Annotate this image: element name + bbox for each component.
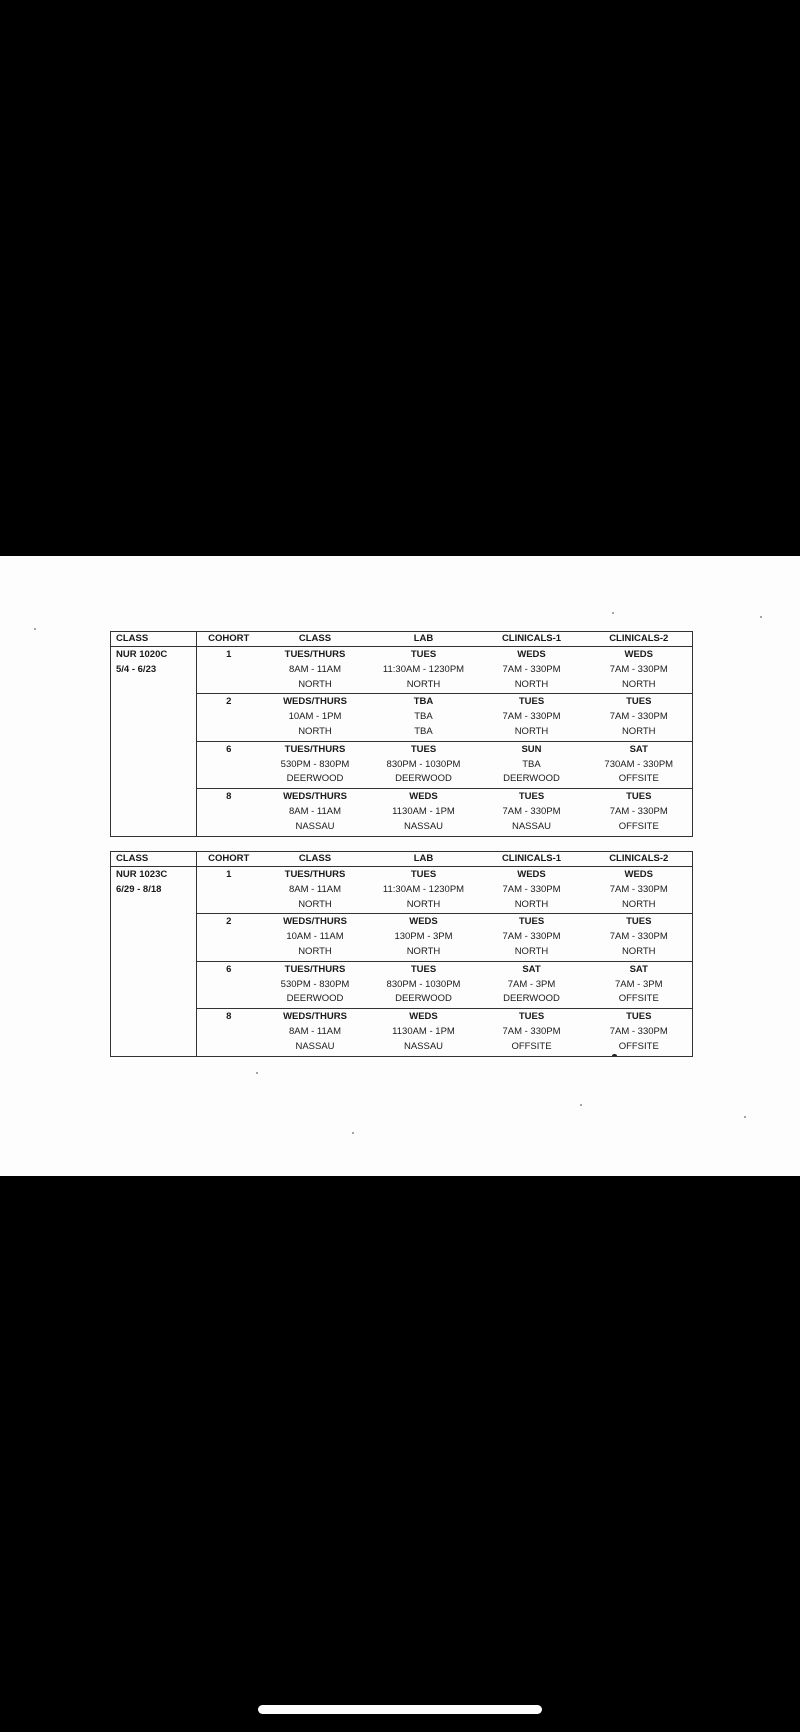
class-cell — [261, 789, 370, 836]
scan-speck — [256, 1072, 258, 1074]
header-clinicals-2: CLINICALS-2 — [586, 632, 693, 647]
location-label: NORTH — [621, 945, 656, 957]
lab-cell — [370, 961, 478, 1008]
time-label: 8AM - 11AM — [288, 1025, 342, 1037]
day-label: WEDS — [409, 1011, 438, 1023]
location-label: DEERWOOD — [286, 773, 344, 785]
day-label: WEDS — [409, 916, 438, 928]
location-label: DEERWOOD — [395, 773, 452, 785]
cohort-row — [111, 867, 693, 914]
course-dates: 5/4 - 6/23 — [116, 664, 157, 675]
lab-cell — [370, 741, 478, 788]
location-label: DEERWOOD — [503, 993, 560, 1005]
location-label: NASSAU — [403, 1040, 444, 1052]
table-header-row — [111, 852, 693, 867]
day-label: WEDS/THURS — [283, 1011, 347, 1023]
time-label: 530PM - 830PM — [280, 758, 350, 770]
day-label: WEDS/THURS — [283, 916, 347, 928]
day-label: TUES — [518, 696, 545, 708]
clinicals-1-cell — [478, 647, 586, 694]
cohort-number: 6 — [197, 741, 261, 788]
cohort-row — [111, 961, 693, 1008]
course-dates: 6/29 - 8/18 — [116, 884, 162, 895]
clinicals-1-cell — [478, 789, 586, 836]
lab-cell — [370, 914, 478, 961]
time-label: TBA — [522, 758, 541, 770]
cohort-number: 1 — [197, 647, 261, 694]
time-label: 7AM - 330PM — [609, 1025, 668, 1037]
time-label: 11:30AM - 1230PM — [382, 663, 465, 675]
header-clinicals-2: CLINICALS-2 — [586, 852, 693, 867]
time-label: 7AM - 330PM — [609, 883, 668, 895]
time-label: 1130AM - 1PM — [392, 1025, 455, 1037]
header-cohort: COHORT — [197, 632, 261, 647]
clinicals-2-cell — [586, 694, 693, 741]
day-label: WEDS — [624, 869, 653, 880]
lab-cell — [370, 867, 478, 914]
time-label: 7AM - 330PM — [609, 711, 668, 723]
scan-speck — [612, 612, 614, 614]
location-label: NASSAU — [511, 820, 552, 832]
location-label: OFFSITE — [618, 1040, 659, 1052]
header-clinicals-1: CLINICALS-1 — [478, 852, 586, 867]
cohort-row — [111, 647, 693, 694]
time-label: 7AM - 3PM — [614, 978, 663, 990]
header-clinicals-1: CLINICALS-1 — [478, 632, 586, 647]
location-label: NASSAU — [403, 820, 444, 832]
location-label: NORTH — [406, 898, 441, 910]
header-class: CLASS — [111, 632, 197, 647]
cohort-number: 2 — [197, 914, 261, 961]
day-label: TUES — [626, 791, 652, 803]
location-label: NASSAU — [295, 820, 335, 832]
time-label: 8AM - 11AM — [288, 883, 342, 895]
day-label: WEDS/THURS — [283, 791, 347, 803]
scan-speck — [744, 1116, 746, 1118]
day-label: TUES/THURS — [284, 963, 346, 975]
time-label: 7AM - 330PM — [609, 663, 668, 675]
clinicals-1-cell — [478, 1009, 586, 1056]
location-label: OFFSITE — [618, 773, 659, 785]
location-label: DEERWOOD — [286, 993, 344, 1005]
header-cohort: COHORT — [197, 852, 261, 867]
day-label: WEDS — [517, 649, 546, 660]
day-label: SAT — [629, 963, 648, 975]
location-label: NORTH — [621, 678, 656, 690]
header-lab: LAB — [370, 852, 478, 867]
class-cell — [261, 914, 370, 961]
time-label: 7AM - 330PM — [502, 931, 561, 943]
class-cell — [261, 1009, 370, 1056]
time-label: 730AM - 330PM — [604, 758, 674, 770]
day-label: TUES/THURS — [284, 649, 346, 660]
course-info — [111, 867, 197, 1057]
clinicals-2-cell — [586, 741, 693, 788]
lab-cell — [370, 647, 478, 694]
location-label: NORTH — [298, 898, 332, 910]
day-label: TUES — [518, 1011, 545, 1023]
schedule-table-1 — [110, 631, 693, 837]
lab-cell — [370, 1009, 478, 1056]
location-label: NORTH — [406, 678, 441, 690]
lab-cell — [370, 789, 478, 836]
day-label: WEDS — [624, 649, 653, 660]
time-label: 8AM - 11AM — [288, 663, 342, 675]
scan-speck — [352, 1132, 354, 1134]
scan-speck — [34, 628, 36, 630]
location-label: DEERWOOD — [503, 773, 560, 785]
clinicals-2-cell — [586, 914, 693, 961]
day-label: TUES — [410, 649, 437, 660]
time-label: 7AM - 330PM — [502, 805, 561, 817]
location-label: NORTH — [298, 945, 332, 957]
clinicals-2-cell — [586, 789, 693, 836]
header-class: CLASS — [111, 852, 197, 867]
time-label: 830PM - 1030PM — [386, 978, 461, 990]
clinicals-1-cell — [478, 961, 586, 1008]
header-lab: LAB — [370, 632, 478, 647]
location-label: DEERWOOD — [395, 993, 452, 1005]
lab-cell — [370, 694, 478, 741]
time-label: 7AM - 330PM — [502, 711, 561, 723]
header-class-time: CLASS — [261, 852, 370, 867]
scan-speck — [580, 1104, 582, 1106]
day-label: TUES — [410, 743, 437, 755]
cohort-row — [111, 914, 693, 961]
time-label: 1130AM - 1PM — [392, 805, 455, 817]
time-label: 830PM - 1030PM — [386, 758, 461, 770]
day-label: WEDS — [409, 791, 438, 803]
cohort-number: 8 — [226, 1011, 232, 1023]
time-label: TBA — [414, 711, 433, 723]
time-label: 8AM - 11AM — [288, 805, 342, 817]
cohort-row — [111, 1009, 693, 1056]
clinicals-1-cell — [478, 914, 586, 961]
schedule-table-2 — [110, 851, 693, 1057]
course-code: NUR 1020C — [116, 649, 168, 660]
day-label: WEDS/THURS — [283, 696, 347, 708]
cohort-row — [111, 789, 693, 836]
clinicals-1-cell — [478, 741, 586, 788]
location-label: OFFSITE — [618, 993, 659, 1005]
class-cell — [261, 741, 370, 788]
class-cell — [261, 694, 370, 741]
location-label: NORTH — [514, 725, 549, 737]
day-label: TUES — [410, 869, 437, 880]
location-label: TBA — [414, 725, 433, 737]
day-label: TUES — [518, 791, 545, 803]
time-label: 7AM - 330PM — [609, 805, 668, 817]
location-label: NORTH — [298, 678, 332, 690]
clinicals-2-cell — [586, 867, 693, 914]
header-class-time: CLASS — [261, 632, 370, 647]
day-label: WEDS — [517, 869, 546, 880]
course-code: NUR 1023C — [116, 869, 168, 880]
time-label: 11:30AM - 1230PM — [382, 883, 465, 895]
time-label: 10AM - 11AM — [286, 931, 344, 943]
day-label: TUES — [626, 696, 652, 708]
day-label: TUES — [626, 916, 652, 928]
class-cell — [261, 961, 370, 1008]
time-label: 7AM - 330PM — [502, 663, 561, 675]
table-header-row — [111, 632, 693, 647]
course-info — [111, 647, 197, 837]
time-label: 7AM - 3PM — [507, 978, 556, 990]
time-label: 130PM - 3PM — [394, 931, 453, 943]
location-label: NASSAU — [295, 1040, 335, 1052]
location-label: NORTH — [514, 678, 549, 690]
time-label: 10AM - 1PM — [288, 711, 342, 723]
location-label: NORTH — [621, 898, 656, 910]
day-label: TUES/THURS — [284, 869, 346, 880]
location-label: OFFSITE — [618, 820, 659, 832]
cohort-number: 8 — [226, 791, 232, 803]
cohort-row — [111, 694, 693, 741]
cohort-row — [111, 741, 693, 788]
day-label: SAT — [522, 963, 541, 975]
day-label: SUN — [521, 743, 542, 755]
day-label: TBA — [413, 696, 434, 708]
location-label: NORTH — [406, 945, 441, 957]
clinicals-1-cell — [478, 867, 586, 914]
day-label: SAT — [629, 743, 648, 755]
location-label: OFFSITE — [511, 1040, 552, 1052]
location-label: NORTH — [298, 725, 332, 737]
day-label: TUES/THURS — [284, 743, 346, 755]
cohort-number: 6 — [197, 961, 261, 1008]
time-label: 7AM - 330PM — [609, 931, 668, 943]
time-label: 7AM - 330PM — [502, 883, 561, 895]
clinicals-2-cell — [586, 961, 693, 1008]
class-cell — [261, 647, 370, 694]
home-indicator[interactable] — [258, 1705, 542, 1714]
location-label: NORTH — [514, 898, 549, 910]
cohort-number: 1 — [197, 867, 261, 914]
class-cell — [261, 867, 370, 914]
cohort-number: 2 — [197, 694, 261, 741]
time-label: 530PM - 830PM — [280, 978, 350, 990]
clinicals-1-cell — [478, 694, 586, 741]
scan-speck — [760, 616, 762, 618]
clinicals-2-cell — [586, 1009, 693, 1056]
day-label: TUES — [626, 1011, 652, 1023]
day-label: TUES — [518, 916, 545, 928]
location-label: NORTH — [514, 945, 549, 957]
day-label: TUES — [410, 963, 437, 975]
clinicals-2-cell — [586, 647, 693, 694]
time-label: 7AM - 330PM — [502, 1025, 561, 1037]
location-label: NORTH — [621, 725, 656, 737]
